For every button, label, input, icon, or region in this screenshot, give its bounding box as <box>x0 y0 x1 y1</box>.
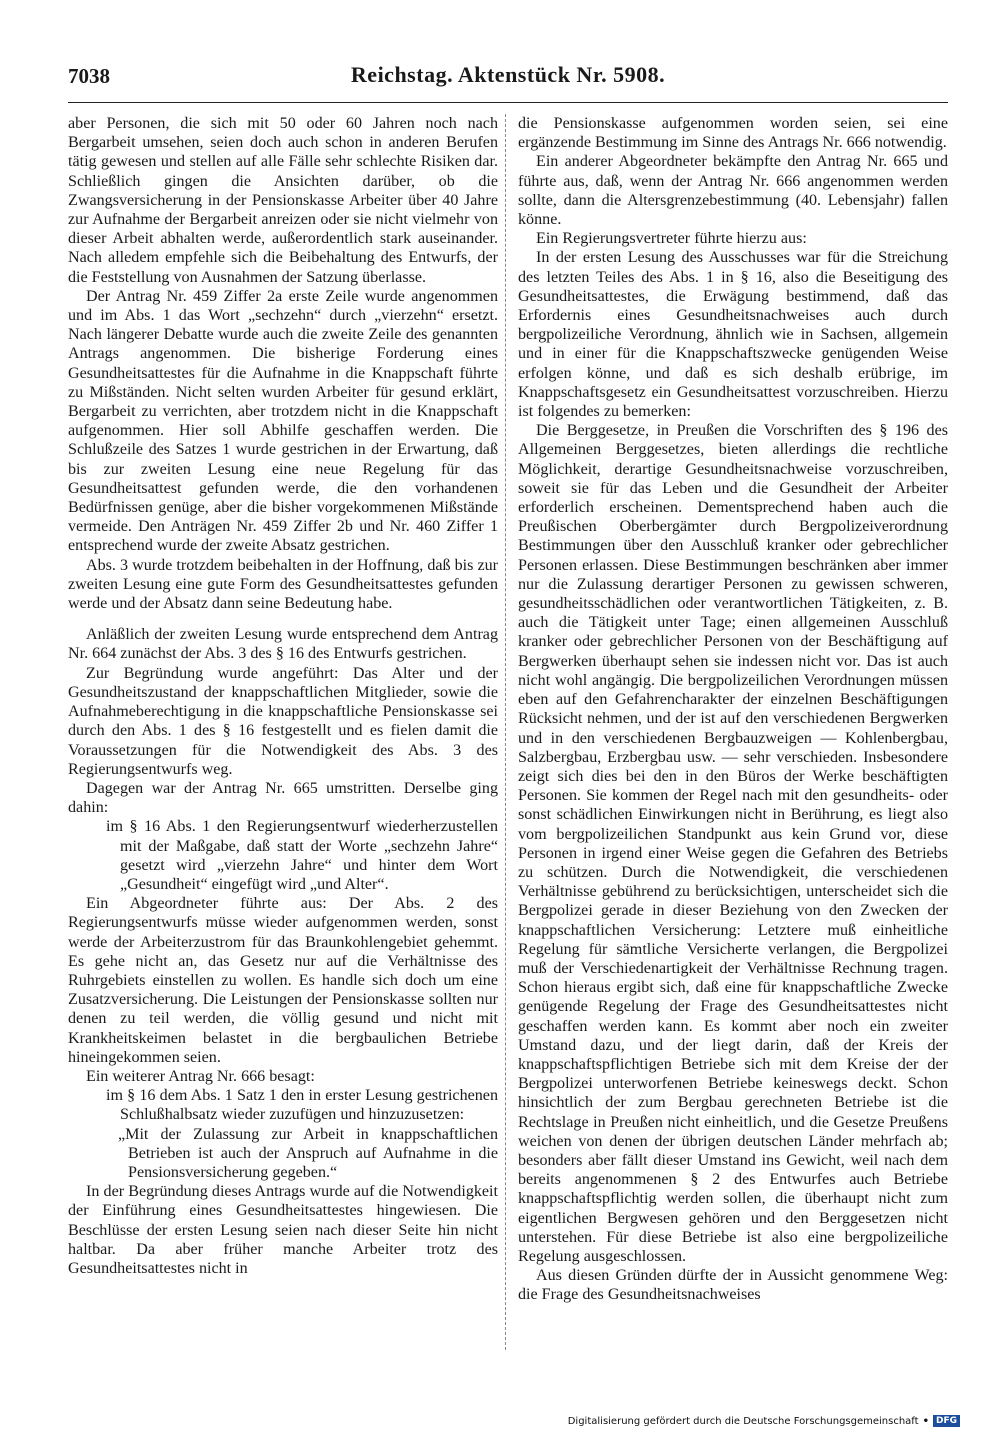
paragraph: In der Begründung dieses Antrags wurde auf die Notwendigkeit der Einführung eines Gesundheitsattestes hingewiesen. Die Beschlüsse der ersten Lesung seien nach dieser Seite hin nicht haltbar. Da aber früher manche Arbeiter trotz des Gesundheitsattestes nicht in <box>68 1183 498 1277</box>
left-column <box>68 114 498 1278</box>
paragraph: Abs. 3 wurde trotzdem beibehalten in der Hoffnung, daß bis zur zweiten Lesung eine gute Form des Gesundheitsattestes gefunden werde und der Absatz dann seine Bedeutung habe. <box>68 556 498 613</box>
quoted-text: „Mit der Zulassung zur Arbeit in knappschaftlichen Betrieben ist auch der Anspruch auf Aufnahme in die Pensionsversicherung gegeben.“ <box>118 1125 498 1181</box>
paragraph: Aus diesen Gründen dürfte der in Aussicht genommene Weg: die Frage des Gesundheitsnachweises <box>518 1267 948 1304</box>
paragraph: Ein Abgeordneter führte aus: Der Abs. 2 des Regierungsentwurfs müsse wieder aufgenommen werden, sonst werde der Arbeiterzustrom für das Braunkohlengebiet gehemmt. Es gehe nicht an, das Gesetz nur auf die Verhältnisse des Ruhrgebiets einstellen zu wollen. Es handle sich doch um eine Zusatzversicherung. Die Leistungen der Pensionskasse sollten nur denen zu teil werden, die völlig gesund und nicht mit Krankheitskeimen belastet in die bergbaulichen Betriebe hineingekommen seien. <box>68 895 498 1066</box>
paragraph: Ein weiterer Antrag Nr. 666 besagt: <box>86 1067 315 1085</box>
paragraph: Ein Regierungsvertreter führte hierzu aus: <box>536 230 807 248</box>
motion-text: im § 16 dem Abs. 1 Satz 1 den in erster Lesung gestrichenen Schlußhalbsatz wieder zuzufügen und hinzuzusetzen: <box>106 1087 498 1124</box>
dfg-logo: DFG <box>933 1415 960 1427</box>
digitization-credit <box>568 1415 960 1427</box>
paragraph: aber Personen, die sich mit 50 oder 60 Jahren noch nach Bergarbeit umsehen, seien doch auch schon in anderen Berufen tätig gewesen und stellen auf alle Fälle sehr schlechte Risiken dar. Schließlich gingen die Ansichten darüber, ob die Zwangsversicherung in der Pensionskasse Arbeiter über 40 Jahre zur Aufnahme der Bergarbeit anreizen oder sie nicht vielmehr von dieser Arbeit abhalten werde, außerordentlich stark auseinander. Nach alledem empfehle sich die Beibehaltung des Entwurfs, der die Feststellung von Ausnahmen der Satzung überlasse. <box>68 115 498 286</box>
paragraph: Anläßlich der zweiten Lesung wurde entsprechend dem Antrag Nr. 664 zunächst der Abs. 3 des § 16 des Entwurfs gestrichen. <box>68 626 498 663</box>
paragraph: Die Berggesetze, in Preußen die Vorschriften des § 196 des Allgemeinen Berggesetzes, bieten allerdings die rechtliche Möglichkeit, derartige Gesundheitsnachweise vorzuschreiben, soweit sie für das Leben und die Gesundheit der Arbeiter erforderlich erscheinen. Dementsprechend haben auch die Preußischen Oberbergämter durch Bergpolizeiverordnung Bestimmungen über den Ausschluß kranker oder gebrechlicher Personen erlassen. Diese Bestimmungen beschränken aber immer nur die Zulassung derartiger Personen zu gewissen schweren, gesundheitsschädlichen oder verantwortlichen Tätigkeiten, z. B. auch die Tätigkeit unter Tage; einen allgemeinen Ausschluß kranker oder gebrechlicher Personen von der Beschäftigung auf Bergwerken überhaupt sehen sie indessen nicht vor. Das ist auch nicht wohl angängig. Die bergpolizeilichen Verordnungen müssen eben auf den Gefahrencharakter der einzelnen Beschäftigungen Rücksicht nehmen, und der ist auf den verschiedenen Bergwerken und in den verschiedenen Bergbauzweigen — Kohlenbergbau, Salzbergbau, Erzbergbau usw. — sehr verschieden. Insbesondere zeigt sich dies bei den in den Büros der Werke beschäftigten Personen. Sie kommen der Regel nach mit den gesundheits- oder sonst schädlichen Einwirkungen nicht in Berührung, es liegt also vom bergpolizeilichen Standpunkt aus kein Grund vor, diese Personen in irgend einer Weise gegen die Gefahren des Betriebs zu schützen. Durch die Notwendigkeit, die verschiedenen Verhältnisse gebührend zu berücksichtigen, unterscheidet sich die Bergpolizei gerade in dieser Beziehung von den Zwecken der knappschaftlichen Versicherung: Letztere muß einheitliche Regelung für sämtliche Versicherte verlangen, die Bergpolizei muß der Verschiedenartigkeit der Verhältnisse Rechnung tragen. Schon hieraus ergibt sich, daß eine für knappschaftliche Zwecke genügende Regelung der Frage des Gesundheitsattestes nicht geschaffen werden kann. Es kommt aber noch ein zweiter Umstand dazu, und der liegt darin, daß der Kreis der knappschaftspflichtigen Betriebe sich mit dem Kreise der der Bergpolizei unterworfenen Betriebe keineswegs deckt. Schon hinsichtlich der zum Bergbau gerechneten Betriebe ist die Rechtslage in Preußen nicht einheitlich, und die Gesetze Preußens weichen von denen der übrigen deutschen Länder mehrfach ab; besonders aber fällt dieser Umstand ins Gewicht, weil nach dem bereits angenommenen § 2 des Entwurfes auch Betriebe knappschaftspflichtig werden sollen, die überhaupt nicht zum eigentlichen Bergwesen gehören und den Berggesetzen nicht unterstehen. Für diese Betriebe ist also eine bergpolizeiliche Regelung ausgeschlossen. <box>518 422 948 1265</box>
separator-dot: • <box>922 1415 929 1427</box>
running-title: Reichstag. Aktenstück Nr. 5908. <box>350 62 666 87</box>
paragraph: Dagegen war der Antrag Nr. 665 umstritten. Derselbe ging dahin: <box>68 779 498 817</box>
column-divider <box>505 114 506 1350</box>
motion-text: im § 16 Abs. 1 den Regierungsentwurf wiederherzustellen mit der Maßgabe, daß statt der Worte „sechzehn Jahre“ gesetzt wird „vierzehn Jahre“ und hinter dem Wort „Gesundheit“ eingefügt wird „und Alter“. <box>106 818 498 893</box>
page-number: 7038 <box>68 64 110 88</box>
right-column <box>518 114 948 1305</box>
page-header <box>68 62 948 98</box>
paragraph: Ein anderer Abgeordneter bekämpfte den Antrag Nr. 665 und führte aus, daß, wenn der Antrag Nr. 666 angenommen werden sollte, dann die Altersgrenzebestimmung (40. Lebensjahr) fallen könne. <box>518 153 948 229</box>
paragraph: Der Antrag Nr. 459 Ziffer 2a erste Zeile wurde angenommen und im Abs. 1 das Wort „sechzehn“ durch „vierzehn“ ersetzt. Nach längerer Debatte wurde auch die zweite Zeile des genannten Antrags angenommen. Die bisherige Forderung eines Gesundheitsattestes für die Aufnahme in die Knappschaft führte zu Mißständen. Nicht selten wurden Arbeiter für gesund erklärt, Bergarbeit zu verrichten, aber trotzdem nicht in die Knappschaft aufgenommen. Hier soll Abhilfe geschaffen werden. Die Schlußzeile des Satzes 1 wurde gestrichen in der Erwartung, daß bis zur zweiten Lesung eine neue Regelung für das Gesundheitsattest gefunden werde, die den vorhandenen Bedürfnissen genüge, aber die bisher vorgekommenen Mißstände vermeide. Den Anträgen Nr. 459 Ziffer 2b und Nr. 460 Ziffer 1 entsprechend wurde der zweite Absatz gestrichen. <box>68 287 498 555</box>
paragraph: In der ersten Lesung des Ausschusses war für die Streichung des letzten Teiles des Abs. 1 in § 16, also die Beseitigung des Gesundheitsattestes, die Erwägung bestimmend, daß das Erfordernis eines Gesundheitsnachweises auch durch bergpolizeiliche Verordnung, ähnlich wie in Sachsen, allgemein und in einer für die Knappschaftszwecke genügenden Weise erfolgen könne, und daß es sich deshalb erübrige, im Knappschaftsgesetz ein Gesundheitsattest vorzuschreiben. Hierzu ist folgendes zu bemerken: <box>518 249 948 421</box>
paragraph: die Pensionskasse aufgenommen worden seien, sei eine ergänzende Bestimmung im Sinne des Antrags Nr. 666 notwendig. <box>518 115 948 152</box>
header-rule <box>68 102 948 103</box>
paragraph: Zur Begründung wurde angeführt: Das Alter und der Gesundheitszustand der knappschaftlichen Mitglieder, sowie die Aufnahmeberechtigung in die knappschaftliche Pensionskasse sei durch den Abs. 1 des § 16 festgestellt und es fielen damit die Voraussetzungen für die Notwendigkeit des Abs. 3 des Regierungsentwurfs weg. <box>68 664 498 778</box>
credit-text: Digitalisierung gefördert durch die Deutsche Forschungsgemeinschaft <box>567 1415 919 1427</box>
